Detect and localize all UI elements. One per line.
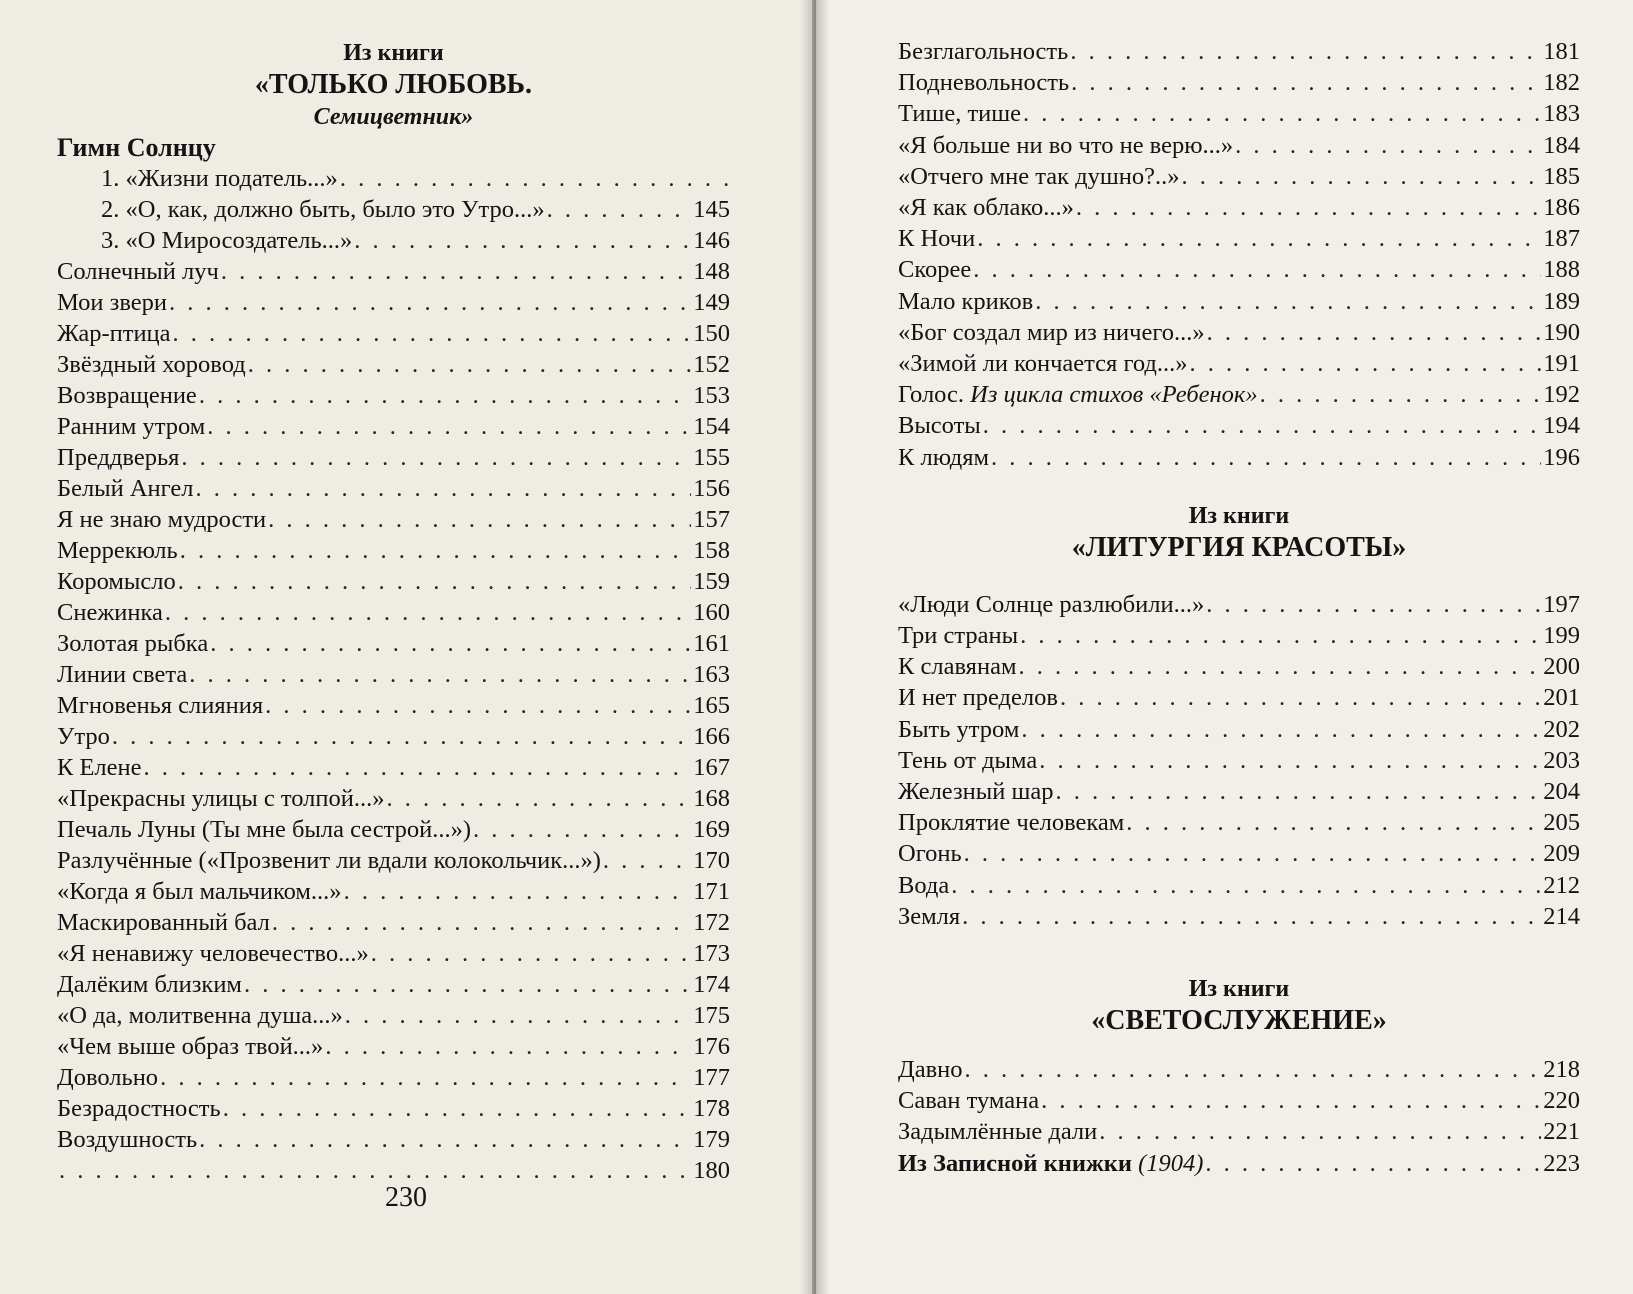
toc-entry-notebook xyxy=(898,1148,1580,1179)
toc-entry-page: 186 xyxy=(1543,194,1580,222)
toc-entry-title: 2. «О, как, должно быть, было это Утро...» xyxy=(101,196,545,223)
leader-dots xyxy=(196,473,692,504)
toc-entry xyxy=(57,380,730,411)
toc-entry-page: 202 xyxy=(1543,715,1580,743)
toc-entry-title: Довольно xyxy=(57,1064,159,1091)
toc-entry xyxy=(898,901,1580,932)
leader-dots xyxy=(199,380,691,411)
toc-entry-page: 209 xyxy=(1543,840,1580,868)
leader-dots xyxy=(1020,620,1541,651)
toc-entry xyxy=(57,783,730,814)
left-toc-column xyxy=(57,38,730,1186)
toc-entry-title: Коромысло xyxy=(57,568,176,595)
toc-entry xyxy=(898,348,1580,379)
toc-entry-title: Преддверья xyxy=(57,444,180,471)
toc-list-svetosluzhenie xyxy=(898,1054,1580,1148)
toc-entry-title: Утро xyxy=(57,723,110,750)
toc-entry-page: 177 xyxy=(693,1064,730,1091)
toc-entry-page: 156 xyxy=(693,475,730,502)
toc-entry xyxy=(57,566,730,597)
leader-dots xyxy=(962,901,1541,932)
leader-dots xyxy=(1205,1148,1541,1179)
toc-entry-page: 150 xyxy=(693,320,730,347)
toc-entry-title: Вода xyxy=(898,871,950,899)
leader-dots xyxy=(165,597,691,628)
toc-entry-title: Голос. xyxy=(898,381,965,409)
toc-entry-title: Тень от дыма xyxy=(898,746,1038,774)
toc-entry-page: 178 xyxy=(693,1095,730,1122)
toc-entry-page: 187 xyxy=(1543,225,1580,253)
toc-entry xyxy=(57,1031,730,1062)
toc-entry-page: 146 xyxy=(693,227,730,254)
toc-entry-page: 153 xyxy=(693,382,730,409)
toc-entry-page: 148 xyxy=(693,258,730,285)
toc-entry-page: 221 xyxy=(1543,1118,1580,1146)
toc-entry-title: Безрадостность xyxy=(57,1095,221,1122)
book-gutter xyxy=(800,0,830,1294)
leader-dots xyxy=(1055,776,1541,807)
leader-dots xyxy=(1099,1116,1541,1147)
leader-dots xyxy=(977,223,1541,254)
toc-entry-page: 196 xyxy=(1543,443,1580,471)
leader-dots xyxy=(1235,130,1541,161)
toc-entry xyxy=(898,223,1580,254)
toc-entry xyxy=(898,67,1580,98)
toc-entry-title: Меррекюль xyxy=(57,537,178,564)
toc-entry-page: 166 xyxy=(693,723,730,750)
leader-dots xyxy=(248,349,692,380)
toc-entry-page: 184 xyxy=(1543,131,1580,159)
leader-dots xyxy=(951,870,1541,901)
book-title-liturgiya: «ЛИТУРГИЯ КРАСОТЫ» xyxy=(1071,531,1407,563)
toc-entry-page: 168 xyxy=(693,785,730,812)
toc-entry-title: Скорее xyxy=(898,256,972,284)
toc-entry xyxy=(57,1093,730,1124)
leader-dots xyxy=(189,659,691,690)
toc-entry-page: 159 xyxy=(693,568,730,595)
toc-entry xyxy=(898,776,1580,807)
page-number: 230 xyxy=(385,1182,427,1213)
toc-entry-title: «Чем выше образ твой...» xyxy=(57,1033,324,1060)
toc-entry-page: 192 xyxy=(1543,381,1580,409)
leader-dots xyxy=(547,194,692,225)
toc-entry-page: 165 xyxy=(693,692,730,719)
toc-entry-title: Золотая рыбка xyxy=(57,630,209,657)
toc-entry-title: «Отчего мне так душно?..» xyxy=(898,162,1180,190)
leader-dots xyxy=(964,838,1542,869)
toc-entry xyxy=(898,620,1580,651)
toc-entry xyxy=(57,1062,730,1093)
toc-entry-page: 205 xyxy=(1543,809,1580,837)
leader-dots xyxy=(1190,348,1542,379)
toc-entry-title: «Я как облако...» xyxy=(898,194,1074,222)
toc-entry-title: «Бог создал мир из ничего...» xyxy=(898,318,1205,346)
toc-entry xyxy=(57,721,730,752)
toc-entry xyxy=(57,535,730,566)
leader-dots xyxy=(272,907,691,938)
toc-entry xyxy=(898,1054,1580,1085)
toc-entry-title: Я не знаю мудрости xyxy=(57,506,267,533)
leader-dots xyxy=(345,1000,692,1031)
toc-entry-title: Снежинка xyxy=(57,599,163,626)
toc-entry xyxy=(57,504,730,535)
toc-entry-page: 180 xyxy=(693,1157,730,1184)
leader-dots xyxy=(1023,98,1541,129)
toc-entry xyxy=(57,907,730,938)
toc-entry xyxy=(57,845,730,876)
from-book-label-3: Из книги xyxy=(1188,976,1290,1003)
toc-entry xyxy=(57,814,730,845)
leader-dots xyxy=(173,318,692,349)
toc-entry xyxy=(898,1116,1580,1147)
book-title-tolko-lyubov: «ТОЛЬКО ЛЮБОВЬ. xyxy=(254,69,533,100)
toc-entry xyxy=(898,651,1580,682)
toc-entry xyxy=(57,163,730,194)
toc-entry xyxy=(57,969,730,1000)
toc-entry xyxy=(57,628,730,659)
toc-list-notebook xyxy=(898,1148,1580,1179)
toc-entry-note: Из цикла стихов «Ребенок» xyxy=(970,381,1258,409)
leader-dots xyxy=(181,442,691,473)
cycle-title: Гимн Солнцу xyxy=(57,133,216,162)
toc-entry xyxy=(57,194,730,225)
leader-dots xyxy=(344,876,692,907)
toc-entry xyxy=(898,410,1580,441)
toc-entry xyxy=(57,1124,730,1155)
toc-entry xyxy=(898,379,1580,410)
toc-entry-title: Земля xyxy=(898,902,961,930)
toc-entry-page: 199 xyxy=(1543,622,1580,650)
leader-dots xyxy=(180,535,692,566)
leader-dots xyxy=(160,1062,691,1093)
leader-dots xyxy=(1070,36,1541,67)
toc-entry-title: Мгновенья слияния xyxy=(57,692,264,719)
toc-entry-title: Мои звери xyxy=(57,289,167,316)
leader-dots xyxy=(965,1054,1542,1085)
toc-entry xyxy=(57,318,730,349)
toc-entry-page: 194 xyxy=(1543,412,1580,440)
toc-entry-title: «Я ненавижу человечество...» xyxy=(57,940,369,967)
toc-entry xyxy=(57,752,730,783)
toc-entry-title: Возвращение xyxy=(57,382,197,409)
toc-entry-title: Звёздный хоровод xyxy=(57,351,246,378)
toc-entry-page: 182 xyxy=(1543,69,1580,97)
from-book-label-2: Из книги xyxy=(1188,502,1290,529)
toc-entry-page: 154 xyxy=(693,413,730,440)
toc-entry xyxy=(898,161,1580,192)
toc-entry xyxy=(57,876,730,907)
toc-entry-title: «Когда я был мальчиком...» xyxy=(57,878,342,905)
toc-entry xyxy=(57,597,730,628)
toc-entry-title: Давно xyxy=(898,1056,963,1084)
toc-entry-page: 174 xyxy=(693,971,730,998)
toc-entry-title: Задымлённые дали xyxy=(898,1118,1098,1146)
leader-dots xyxy=(340,163,728,194)
toc-entry-title: Далёким близким xyxy=(57,971,242,998)
toc-entry-year: (1904) xyxy=(1138,1149,1204,1177)
toc-entry xyxy=(898,317,1580,348)
toc-list-liturgiya xyxy=(898,589,1580,932)
toc-entry-title: Три страны xyxy=(898,622,1019,650)
leader-dots xyxy=(199,1124,691,1155)
toc-entry-title: Воздушность xyxy=(57,1126,198,1153)
toc-entry-page: 203 xyxy=(1543,746,1580,774)
leader-dots xyxy=(603,845,691,876)
toc-entry xyxy=(898,589,1580,620)
leader-dots xyxy=(1207,317,1542,348)
toc-entry-page: 201 xyxy=(1543,684,1580,712)
leader-dots xyxy=(983,410,1541,441)
toc-entry-title: Жар-птица xyxy=(57,320,171,347)
leader-dots xyxy=(144,752,692,783)
toc-entry-title: Подневольность xyxy=(898,69,1070,97)
toc-entry-title: Маскированный бал xyxy=(57,909,270,936)
toc-entry-page: 188 xyxy=(1543,256,1580,284)
leader-dots xyxy=(268,504,691,535)
leader-dots xyxy=(1035,286,1541,317)
toc-entry-title: Белый Ангел xyxy=(57,475,194,502)
toc-entry xyxy=(57,690,730,721)
toc-entry-page: 223 xyxy=(1543,1149,1580,1177)
toc-entry-page: 212 xyxy=(1543,871,1580,899)
toc-entry-title: «О да, молитвенна душа...» xyxy=(57,1002,343,1029)
toc-entry-note xyxy=(1132,1148,1203,1179)
from-book-label: Из книги xyxy=(343,40,444,66)
toc-entry-page: 145 xyxy=(693,196,730,223)
leader-dots xyxy=(1126,807,1541,838)
toc-entry-title: Высоты xyxy=(898,412,981,440)
toc-entry-page: 172 xyxy=(693,909,730,936)
toc-entry-page: 176 xyxy=(693,1033,730,1060)
toc-entry xyxy=(57,287,730,318)
leader-dots xyxy=(178,566,692,597)
toc-entry-title: Разлучённые («Прозвенит ли вдали колокольчик...») xyxy=(57,847,601,874)
right-toc-column xyxy=(898,36,1580,1179)
leader-dots xyxy=(1041,1085,1541,1116)
leader-dots xyxy=(1021,714,1541,745)
toc-list-right-top xyxy=(898,36,1580,473)
toc-entry-title: К Ночи xyxy=(898,225,976,253)
toc-list-left xyxy=(57,163,730,1186)
toc-entry xyxy=(898,98,1580,129)
toc-entry xyxy=(898,254,1580,285)
toc-entry-title: Печаль Луны (Ты мне была сестрой...») xyxy=(57,816,472,843)
toc-entry-title: И нет пределов xyxy=(898,684,1058,712)
toc-entry-page: 181 xyxy=(1543,38,1580,65)
toc-entry xyxy=(898,745,1580,776)
toc-entry-page: 175 xyxy=(693,1002,730,1029)
leader-dots xyxy=(1060,682,1541,713)
leader-dots xyxy=(1039,745,1541,776)
toc-entry-title: Ранним утром xyxy=(57,413,206,440)
leader-dots xyxy=(112,721,691,752)
toc-entry-page: 189 xyxy=(1543,287,1580,315)
leader-dots xyxy=(210,628,691,659)
toc-entry-page: 191 xyxy=(1543,350,1580,378)
left-page xyxy=(0,0,812,1294)
toc-entry xyxy=(898,714,1580,745)
toc-entry-title: Железный шар xyxy=(898,778,1054,806)
toc-entry xyxy=(898,807,1580,838)
leader-dots xyxy=(973,254,1541,285)
toc-entry-page: 170 xyxy=(693,847,730,874)
leader-dots xyxy=(354,225,691,256)
toc-entry-page: 190 xyxy=(1543,318,1580,346)
toc-entry-page: 214 xyxy=(1543,902,1580,930)
toc-entry xyxy=(57,659,730,690)
right-page xyxy=(816,0,1633,1294)
toc-entry-page: 169 xyxy=(693,816,730,843)
book-title-svetosluzhenie: «СВЕТОСЛУЖЕНИЕ» xyxy=(1091,1005,1387,1037)
toc-entry xyxy=(57,1000,730,1031)
toc-entry-title: Огонь xyxy=(898,840,962,868)
toc-entry-title: Саван тумана xyxy=(898,1087,1040,1115)
toc-entry-page: 149 xyxy=(693,289,730,316)
leader-dots xyxy=(473,814,691,845)
toc-entry-page: 171 xyxy=(693,878,730,905)
toc-entry-page: 183 xyxy=(1543,100,1580,128)
toc-entry-page: 185 xyxy=(1543,162,1580,190)
leader-dots xyxy=(325,1031,691,1062)
toc-entry-page: 160 xyxy=(693,599,730,626)
toc-entry-title: «Люди Солнце разлюбили...» xyxy=(898,590,1205,618)
toc-entry-title: 3. «О Миросоздатель...» xyxy=(101,227,353,254)
leader-dots xyxy=(371,938,692,969)
toc-entry-title: Тише, тише xyxy=(898,100,1022,128)
toc-entry-title: К Елене xyxy=(57,754,142,781)
leader-dots xyxy=(1260,379,1542,410)
toc-entry-title: Линии света xyxy=(57,661,188,688)
toc-entry-page: 152 xyxy=(693,351,730,378)
toc-entry-title: Мало криков xyxy=(898,287,1034,315)
book-subtitle: Семицветник» xyxy=(313,104,474,130)
toc-entry xyxy=(898,682,1580,713)
toc-entry-title: Проклятие человекам xyxy=(898,809,1125,837)
leader-dots xyxy=(221,256,691,287)
leader-dots xyxy=(1206,589,1541,620)
leader-dots xyxy=(207,411,691,442)
leader-dots xyxy=(244,969,691,1000)
toc-entry-title: «Зимой ли кончается год...» xyxy=(898,350,1188,378)
toc-entry-title: «Прекрасны улицы с толпой...» xyxy=(57,785,385,812)
toc-entry-page: 158 xyxy=(693,537,730,564)
toc-entry-title: К людям xyxy=(898,443,989,471)
toc-entry-title: Быть утром xyxy=(898,715,1020,743)
toc-entry-title: Солнечный луч xyxy=(57,258,219,285)
toc-entry xyxy=(898,192,1580,223)
toc-entry xyxy=(898,36,1580,67)
toc-entry xyxy=(57,225,730,256)
toc-entry-page: 163 xyxy=(693,661,730,688)
toc-entry xyxy=(57,349,730,380)
leader-dots xyxy=(387,783,692,814)
toc-entry-title: «Я больше ни во что не верю...» xyxy=(898,131,1234,159)
toc-entry xyxy=(57,938,730,969)
leader-dots xyxy=(169,287,691,318)
leader-dots xyxy=(223,1093,692,1124)
toc-entry xyxy=(898,442,1580,473)
leader-dots xyxy=(1071,67,1541,98)
leader-dots xyxy=(991,442,1541,473)
toc-entry-page: 157 xyxy=(693,506,730,533)
toc-entry-page: 220 xyxy=(1543,1087,1580,1115)
toc-entry-title: Из Записной книжки xyxy=(898,1149,1132,1177)
toc-entry-page: 179 xyxy=(693,1126,730,1153)
toc-entry xyxy=(57,442,730,473)
toc-entry-title: Безглагольность xyxy=(898,38,1069,65)
leader-dots xyxy=(1182,161,1542,192)
toc-entry xyxy=(57,256,730,287)
toc-entry-page: 155 xyxy=(693,444,730,471)
toc-entry-page: 218 xyxy=(1543,1056,1580,1084)
leader-dots xyxy=(265,690,691,721)
toc-entry xyxy=(57,411,730,442)
toc-entry-page: 200 xyxy=(1543,653,1580,681)
toc-entry xyxy=(57,473,730,504)
toc-entry-title: 1. «Жизни податель...» xyxy=(101,165,338,192)
toc-entry xyxy=(898,870,1580,901)
toc-entry xyxy=(898,1085,1580,1116)
toc-entry-title: К славянам xyxy=(898,653,1017,681)
toc-entry-page: 167 xyxy=(693,754,730,781)
toc-entry xyxy=(898,286,1580,317)
leader-dots xyxy=(1076,192,1541,223)
toc-entry-page: 197 xyxy=(1543,590,1580,618)
toc-entry-page: 161 xyxy=(693,630,730,657)
toc-entry xyxy=(898,838,1580,869)
leader-dots xyxy=(1018,651,1541,682)
toc-entry xyxy=(898,130,1580,161)
toc-entry-page: 173 xyxy=(693,940,730,967)
toc-entry-page: 204 xyxy=(1543,778,1580,806)
